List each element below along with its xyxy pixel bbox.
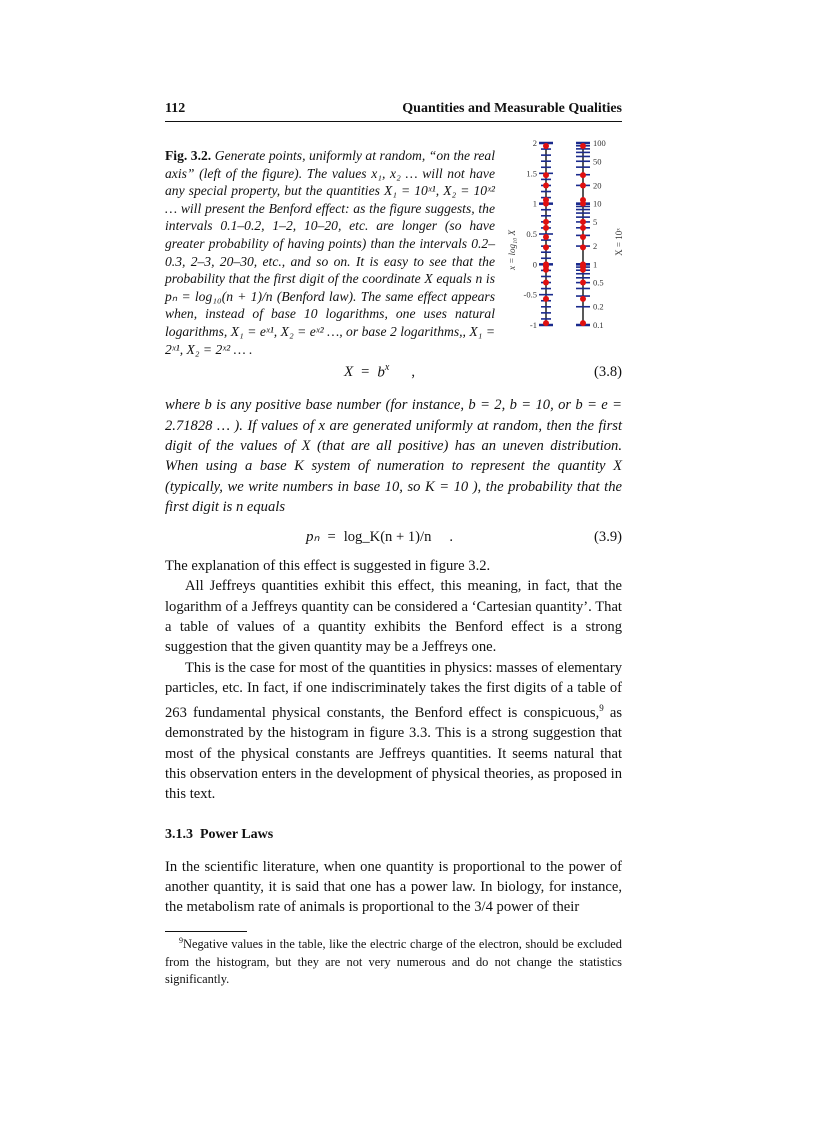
right-tick-label: 20 <box>593 180 602 191</box>
benford-figure <box>500 130 630 340</box>
right-data-point <box>580 219 586 225</box>
eq38-equals: = <box>361 364 370 381</box>
right-axis-label: X = 10ˣ <box>614 228 624 256</box>
equation-3-9 <box>165 527 622 546</box>
right-data-point <box>580 225 586 231</box>
right-data-point <box>580 280 586 286</box>
paragraph-definition: where b is any positive base number (for instance, b = 2, b = 10, or b = e = 2.71828 … ). If values of x are generated uniformly at random, then the first digit of the values of X (that are all positive) has an uneven distribution. When using a base K system of numeration to represent the quantity X (typically, we write numbers in base 10, so K = 10 ), the probability that the first digit is n equals <box>165 397 622 515</box>
running-header <box>165 101 622 122</box>
eq39-body <box>165 527 594 546</box>
left-tick-label: 0 <box>532 259 537 270</box>
right-tick-label: 2 <box>593 241 598 252</box>
section-title: Power Laws <box>200 826 274 842</box>
right-data-point <box>580 244 586 250</box>
page-number: 112 <box>165 101 186 116</box>
left-tick-label: -0.5 <box>523 289 537 300</box>
left-data-point <box>543 234 549 240</box>
right-tick-label: 5 <box>593 216 598 227</box>
right-tick-label: 50 <box>593 156 602 167</box>
right-data-point <box>580 320 586 326</box>
right-tick-label: 10 <box>593 198 602 209</box>
caption-label: Fig. 3.2. <box>165 148 212 163</box>
left-data-point <box>543 280 549 286</box>
footnote-mark: 9 <box>179 936 183 946</box>
eq39-lhs: pₙ <box>305 529 320 546</box>
eq38-body <box>165 362 594 381</box>
left-axis-label: x = log₁₀ X <box>507 229 517 271</box>
right-data-point <box>580 201 586 207</box>
eq38-base: b <box>377 364 385 381</box>
left-data-point <box>543 219 549 225</box>
left-data-point <box>543 172 549 178</box>
equation-3-8 <box>165 362 622 381</box>
left-data-point <box>543 267 549 273</box>
left-data-point <box>543 143 549 149</box>
left-data-point <box>543 182 549 188</box>
eq38-lhs: X <box>344 364 354 381</box>
right-tick-label: 0.5 <box>593 277 604 288</box>
eq39-equals: = <box>327 529 336 546</box>
footnote-text: Negative values in the table, like the electric charge of the electron, should be excluded from the histogram, but they are not very numerous and do not change the statistics significantly. <box>165 937 622 986</box>
right-data-point <box>580 296 586 302</box>
section-heading <box>165 827 622 843</box>
eq39-rhs: log_K(n + 1)/n <box>343 529 432 546</box>
paragraph-text: This is the case for most of the quantities in physics: masses of elementary particles, etc. In fact, if one indiscriminately takes the first digits of a table of 263 fundamental physical constants, the Benford effect is conspicuous, <box>165 659 622 722</box>
left-tick-label: -1 <box>529 320 537 330</box>
left-tick-label: 0.5 <box>526 229 537 239</box>
right-tick-label: 100 <box>593 138 606 148</box>
left-data-point <box>543 225 549 231</box>
eq39-period: . <box>449 529 454 546</box>
main-column <box>165 362 622 988</box>
footnote <box>165 932 622 987</box>
left-tick-label: 1.5 <box>526 168 537 179</box>
left-data-point <box>543 320 549 326</box>
left-tick-label: 1 <box>532 198 537 209</box>
paragraph-text: as demonstrated by the histogram in figure 3.3. This is a strong suggestion that most of the physical constants are Jeffreys quantities. It seems natural that this observation enters in the development of physical theories, as proposed in this text. <box>165 705 622 803</box>
right-data-point <box>580 234 586 240</box>
eq38-power <box>377 362 389 381</box>
footnote-reference[interactable]: 9 <box>599 703 604 714</box>
paragraph <box>165 658 622 805</box>
left-data-point <box>543 201 549 207</box>
left-data-point <box>543 296 549 302</box>
paragraph-power-laws: In the scientific literature, when one quantity is proportional to the power of another quantity, it is said that one has a power law. In biology, for instance, the metabolism rate of animals is proportional to the 3/4 power of their <box>165 858 622 916</box>
right-data-point <box>580 182 586 188</box>
body-text <box>165 556 622 804</box>
eq38-exponent: x <box>384 362 390 373</box>
section-number: 3.1.3 <box>165 826 193 842</box>
left-tick-label: 2 <box>532 138 537 148</box>
figure-caption <box>165 147 495 358</box>
paragraph: The explanation of this effect is suggested in figure 3.2. <box>165 558 491 575</box>
right-data-point <box>580 267 586 273</box>
right-tick-label: 0.2 <box>593 301 604 312</box>
right-data-point <box>580 172 586 178</box>
eq38-number: (3.8) <box>594 364 622 381</box>
eq39-number: (3.9) <box>594 529 622 546</box>
eq38-comma: , <box>411 364 416 381</box>
caption-text: Generate points, uniformly at random, “on the real axis” (left of the figure). The values x₁, x₂ … will not have any special property, but the quantities X₁ = 10ˣ¹, X₂ = 10ˣ² … will present the Benford effect: as the figure suggests, the intervals 0.1–0.2, 1–2, 10–20, etc. are longer (so have greater probability of having points) than the intervals 0.2–0.3, 2–3, 20–30, etc., and so on. It is easy to see that the probability that the first digit of the coordinate X equals n is pₙ = log₁₀(n + 1)/n (Benford law). The same effect appears when, instead of base 10 logarithms, one uses natural logarithms, X₁ = eˣ¹, X₂ = eˣ² …, or base 2 logarithms,, X₁ = 2ˣ¹, X₂ = 2ˣ² … . <box>165 148 495 357</box>
right-tick-label: 0.1 <box>593 320 604 330</box>
right-data-point <box>580 143 586 149</box>
paragraph: All Jeffreys quantities exhibit this effect, this meaning, in fact, that the logarithm of a Jeffreys quantity can be considered a ‘Cartesian quantity’. That a table of values of a quantity exhibits the Benford effect is a strong suggestion that the given quantity may be a Jeffreys one. <box>165 578 622 656</box>
right-tick-label: 1 <box>593 259 598 270</box>
left-data-point <box>543 244 549 250</box>
running-title: Quantities and Measurable Qualities <box>402 101 622 116</box>
